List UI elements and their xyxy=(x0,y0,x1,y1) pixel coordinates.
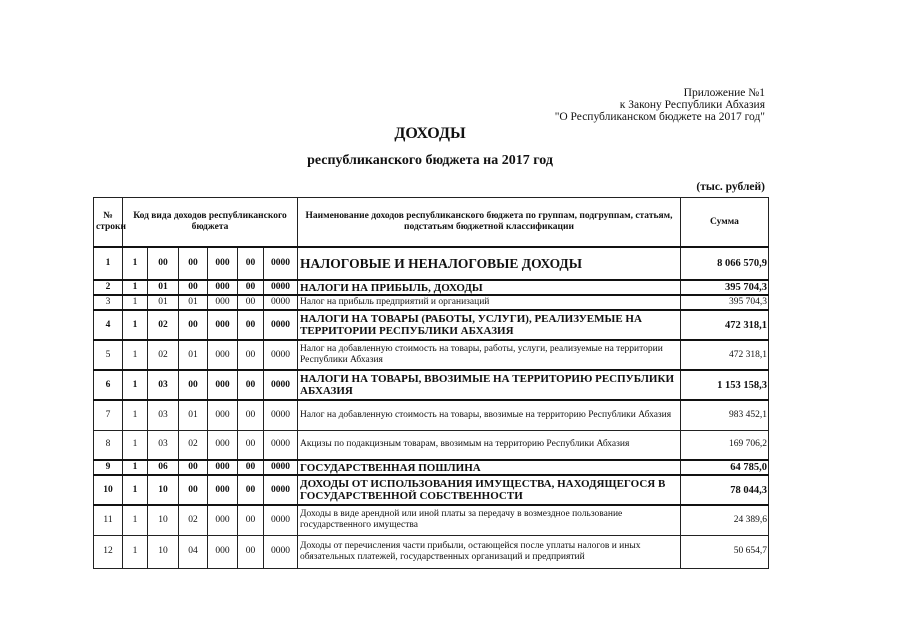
code-part: 04 xyxy=(179,535,208,568)
code-part: 1 xyxy=(123,370,148,400)
revenue-sum: 395 704,3 xyxy=(681,280,769,295)
code-part: 000 xyxy=(208,310,238,340)
code-part: 1 xyxy=(123,535,148,568)
table-row xyxy=(94,460,769,475)
code-part: 000 xyxy=(208,505,238,535)
appendix-line-2: к Закону Республики Абхазия xyxy=(619,99,765,111)
table-row xyxy=(94,505,769,535)
row-number: 2 xyxy=(94,280,123,295)
row-number: 11 xyxy=(94,505,123,535)
revenue-sum: 64 785,0 xyxy=(681,460,769,475)
revenue-sum: 24 389,6 xyxy=(681,505,769,535)
code-part: 00 xyxy=(179,247,208,280)
code-part: 000 xyxy=(208,247,238,280)
code-part: 00 xyxy=(238,460,264,475)
row-number: 9 xyxy=(94,460,123,475)
code-part: 00 xyxy=(179,280,208,295)
revenue-sum: 1 153 158,3 xyxy=(681,370,769,400)
revenue-sum: 472 318,1 xyxy=(681,310,769,340)
code-part: 00 xyxy=(238,370,264,400)
code-part: 000 xyxy=(208,400,238,430)
revenue-sum: 169 706,2 xyxy=(681,430,769,460)
table-row xyxy=(94,340,769,370)
revenue-name: НАЛОГИ НА ТОВАРЫ, ВВОЗИМЫЕ НА ТЕРРИТОРИЮ РЕСПУБЛИКИ АБХАЗИЯ xyxy=(298,370,681,400)
code-part: 1 xyxy=(123,247,148,280)
table-row xyxy=(94,400,769,430)
code-part: 00 xyxy=(238,310,264,340)
code-part: 01 xyxy=(148,295,179,310)
appendix-line-3: "О Республиканском бюджете на 2017 год" xyxy=(554,111,765,123)
appendix-line-1: Приложение №1 xyxy=(683,87,765,99)
code-part: 000 xyxy=(208,295,238,310)
code-part: 0000 xyxy=(264,475,298,505)
code-part: 00 xyxy=(238,295,264,310)
code-part: 0000 xyxy=(264,247,298,280)
code-part: 00 xyxy=(179,460,208,475)
code-part: 000 xyxy=(208,340,238,370)
code-part: 00 xyxy=(148,247,179,280)
revenue-name: Доходы в виде арендной или иной платы за передачу в возмездное пользование государственного имущества xyxy=(298,505,681,535)
code-part: 00 xyxy=(238,340,264,370)
revenue-sum: 78 044,3 xyxy=(681,475,769,505)
revenue-name: Налог на добавленную стоимость на товары, работы, услуги, реализуемые на территории Республики Абхазия xyxy=(298,340,681,370)
header-row-number: № строки xyxy=(94,198,123,248)
row-number: 7 xyxy=(94,400,123,430)
units-label: (тыс. рублей) xyxy=(696,181,765,193)
document-title: ДОХОДЫ xyxy=(394,125,466,142)
code-part: 1 xyxy=(123,460,148,475)
code-part: 000 xyxy=(208,460,238,475)
code-part: 00 xyxy=(179,370,208,400)
code-part: 1 xyxy=(123,280,148,295)
revenue-name: ДОХОДЫ ОТ ИСПОЛЬЗОВАНИЯ ИМУЩЕСТВА, НАХОДЯЩЕГОСЯ В ГОСУДАРСТВЕННОЙ СОБСТВЕННОСТИ xyxy=(298,475,681,505)
code-part: 02 xyxy=(179,505,208,535)
revenue-name: НАЛОГОВЫЕ И НЕНАЛОГОВЫЕ ДОХОДЫ xyxy=(298,247,681,280)
header-name: Наименование доходов республиканского бюджета по группам, подгруппам, статьям, подстатьям бюджетной классификации xyxy=(298,198,681,248)
code-part: 0000 xyxy=(264,310,298,340)
revenue-sum: 50 654,7 xyxy=(681,535,769,568)
code-part: 00 xyxy=(238,475,264,505)
row-number: 3 xyxy=(94,295,123,310)
code-part: 06 xyxy=(148,460,179,475)
code-part: 0000 xyxy=(264,535,298,568)
code-part: 02 xyxy=(148,340,179,370)
code-part: 0000 xyxy=(264,340,298,370)
code-part: 01 xyxy=(148,280,179,295)
revenue-name: ГОСУДАРСТВЕННАЯ ПОШЛИНА xyxy=(298,460,681,475)
code-part: 01 xyxy=(179,295,208,310)
table-row xyxy=(94,247,769,280)
table-row xyxy=(94,535,769,568)
code-part: 03 xyxy=(148,400,179,430)
row-number: 10 xyxy=(94,475,123,505)
code-part: 10 xyxy=(148,535,179,568)
code-part: 00 xyxy=(238,535,264,568)
code-part: 000 xyxy=(208,430,238,460)
row-number: 4 xyxy=(94,310,123,340)
code-part: 00 xyxy=(179,310,208,340)
code-part: 00 xyxy=(238,400,264,430)
code-part: 10 xyxy=(148,505,179,535)
code-part: 0000 xyxy=(264,280,298,295)
code-part: 00 xyxy=(238,505,264,535)
code-part: 1 xyxy=(123,310,148,340)
document-subtitle: республиканского бюджета на 2017 год xyxy=(307,153,553,168)
code-part: 1 xyxy=(123,295,148,310)
row-number: 12 xyxy=(94,535,123,568)
table-row xyxy=(94,475,769,505)
code-part: 000 xyxy=(208,535,238,568)
code-part: 10 xyxy=(148,475,179,505)
code-part: 00 xyxy=(238,430,264,460)
revenue-name: Доходы от перечисления части прибыли, остающейся после уплаты налогов и иных обязательных платежей, государственных организаций и предприятий xyxy=(298,535,681,568)
code-part: 1 xyxy=(123,430,148,460)
code-part: 03 xyxy=(148,370,179,400)
code-part: 0000 xyxy=(264,460,298,475)
row-number: 8 xyxy=(94,430,123,460)
code-part: 0000 xyxy=(264,430,298,460)
code-part: 1 xyxy=(123,400,148,430)
revenue-name: Акцизы по подакцизным товарам, ввозимым на территорию Республики Абхазия xyxy=(298,430,681,460)
header-code: Код вида доходов республиканского бюджета xyxy=(123,198,298,248)
revenue-name: Налог на добавленную стоимость на товары, ввозимые на территорию Республики Абхазия xyxy=(298,400,681,430)
code-part: 01 xyxy=(179,340,208,370)
code-part: 0000 xyxy=(264,295,298,310)
code-part: 00 xyxy=(238,280,264,295)
code-part: 1 xyxy=(123,505,148,535)
revenue-sum: 395 704,3 xyxy=(681,295,769,310)
code-part: 0000 xyxy=(264,400,298,430)
code-part: 000 xyxy=(208,475,238,505)
row-number: 6 xyxy=(94,370,123,400)
revenue-sum: 983 452,1 xyxy=(681,400,769,430)
table-row xyxy=(94,280,769,295)
code-part: 02 xyxy=(148,310,179,340)
code-part: 00 xyxy=(238,247,264,280)
code-part: 00 xyxy=(179,475,208,505)
revenue-sum: 8 066 570,9 xyxy=(681,247,769,280)
revenue-name: НАЛОГИ НА ТОВАРЫ (РАБОТЫ, УСЛУГИ), РЕАЛИЗУЕМЫЕ НА ТЕРРИТОРИИ РЕСПУБЛИКИ АБХАЗИЯ xyxy=(298,310,681,340)
code-part: 000 xyxy=(208,370,238,400)
row-number: 1 xyxy=(94,247,123,280)
code-part: 03 xyxy=(148,430,179,460)
code-part: 000 xyxy=(208,280,238,295)
code-part: 0000 xyxy=(264,370,298,400)
code-part: 0000 xyxy=(264,505,298,535)
row-number: 5 xyxy=(94,340,123,370)
table-row xyxy=(94,310,769,340)
table-row xyxy=(94,370,769,400)
revenue-table xyxy=(93,197,769,569)
code-part: 1 xyxy=(123,340,148,370)
header-sum: Сумма xyxy=(681,198,769,248)
revenue-name: НАЛОГИ НА ПРИБЫЛЬ, ДОХОДЫ xyxy=(298,280,681,295)
code-part: 02 xyxy=(179,430,208,460)
code-part: 01 xyxy=(179,400,208,430)
table-header-row xyxy=(94,198,769,248)
revenue-sum: 472 318,1 xyxy=(681,340,769,370)
table-row xyxy=(94,430,769,460)
table-row xyxy=(94,295,769,310)
revenue-name: Налог на прибыль предприятий и организаций xyxy=(298,295,681,310)
code-part: 1 xyxy=(123,475,148,505)
